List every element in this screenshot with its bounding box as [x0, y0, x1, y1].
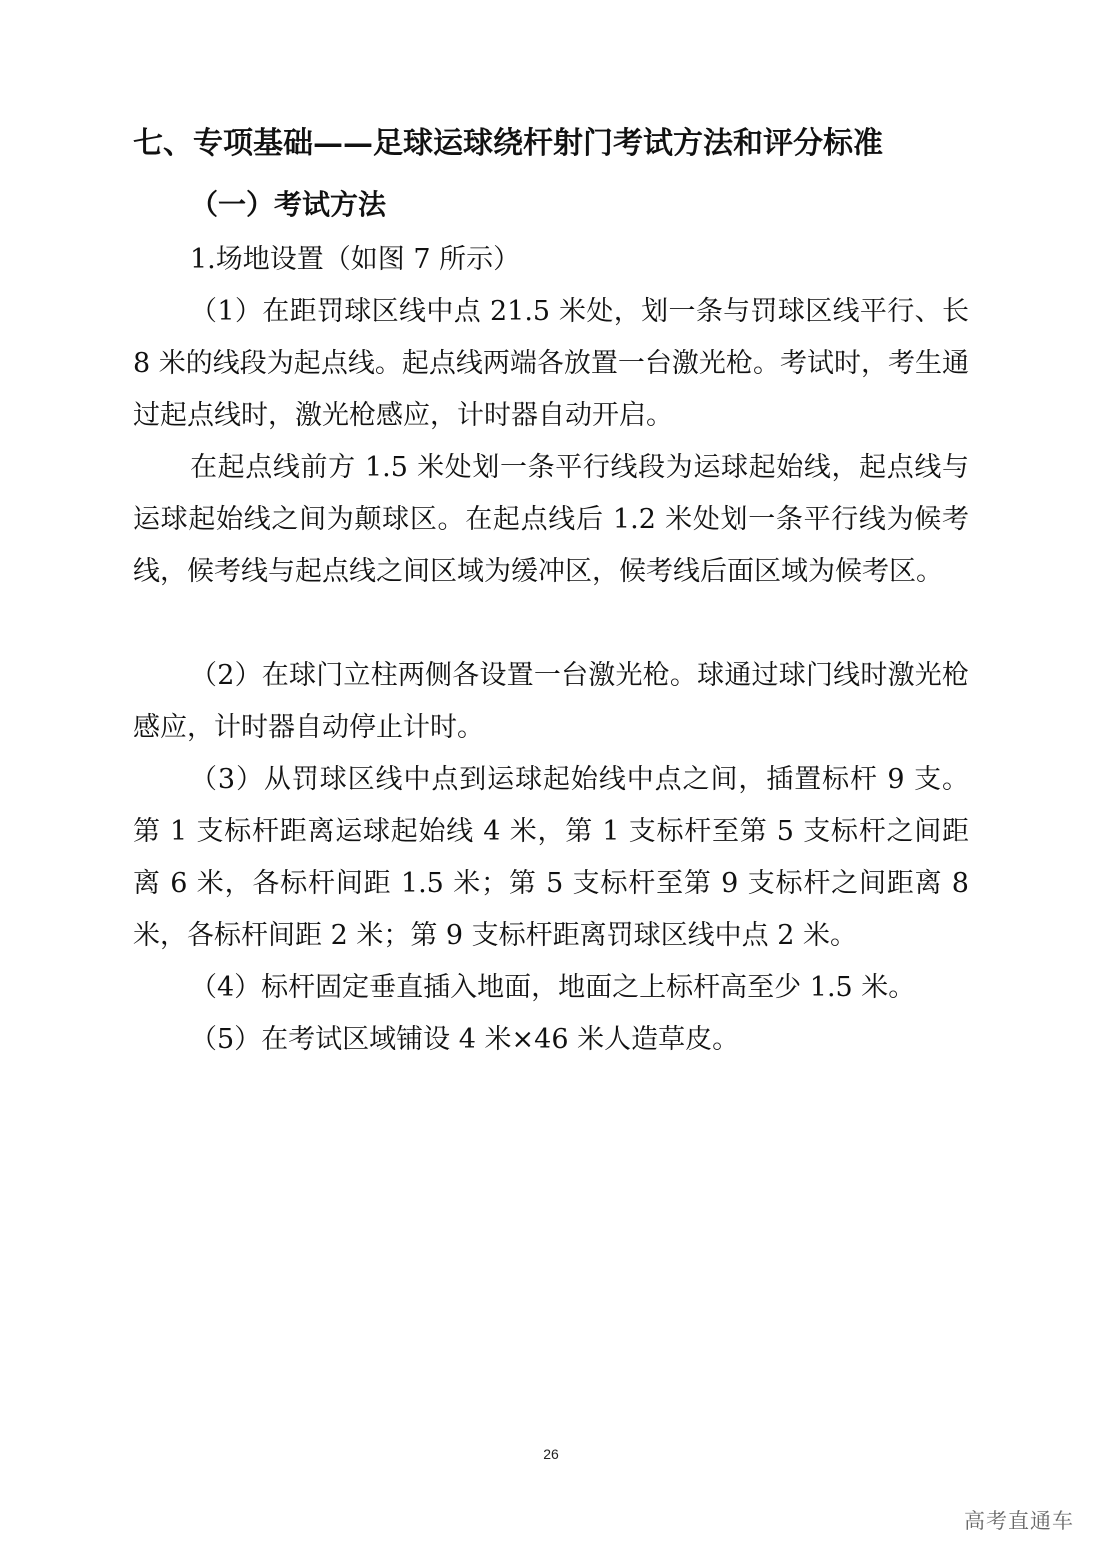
paragraph-start-line: 在起点线前方 1.5 米处划一条平行线段为运球起始线，起点线与运球起始线之间为颠球区。在起点线后 1.2 米处划一条平行线为候考线，候考线与起点线之间区域为缓冲区，候考线后面区域为候考区。 [133, 452, 969, 587]
paragraph-site-setup: 1.场地设置（如图 7 所示） [190, 244, 521, 275]
paragraph-item-1: （1）在距罚球区线中点 21.5 米处，划一条与罚球区线平行、长 8 米的线段为起点线。起点线两端各放置一台激光枪。考试时，考生通过起点线时，激光枪感应，计时器自动开启。 [133, 296, 969, 431]
page-number: 26 [543, 1446, 559, 1462]
paragraph-item-2: （2）在球门立柱两侧各设置一台激光枪。球通过球门线时激光枪感应，计时器自动停止计时。 [133, 660, 969, 743]
paragraph-item-3: （3）从罚球区线中点到运球起始线中点之间，插置标杆 9 支。第 1 支标杆距离运球起始线 4 米，第 1 支标杆至第 5 支标杆之间距离 6 米，各标杆间距 1.5 米；第 5 支标杆至第 9 支标杆之间距离 8 米，各标杆间距 2 米；第 9 支标杆距离罚球区线中点 2 米。 [133, 764, 969, 951]
paragraph-item-4: （4）标杆固定垂直插入地面，地面之上标杆高至少 1.5 米。 [190, 972, 916, 1003]
section-heading: 七、专项基础——足球运球绕杆射门考试方法和评分标准 [133, 126, 883, 161]
paragraph-item-5: （5）在考试区域铺设 4 米×46 米人造草皮。 [190, 1024, 740, 1055]
subsection-heading: （一）考试方法 [190, 188, 387, 221]
watermark-text: 高考直通车 [964, 1509, 1074, 1533]
